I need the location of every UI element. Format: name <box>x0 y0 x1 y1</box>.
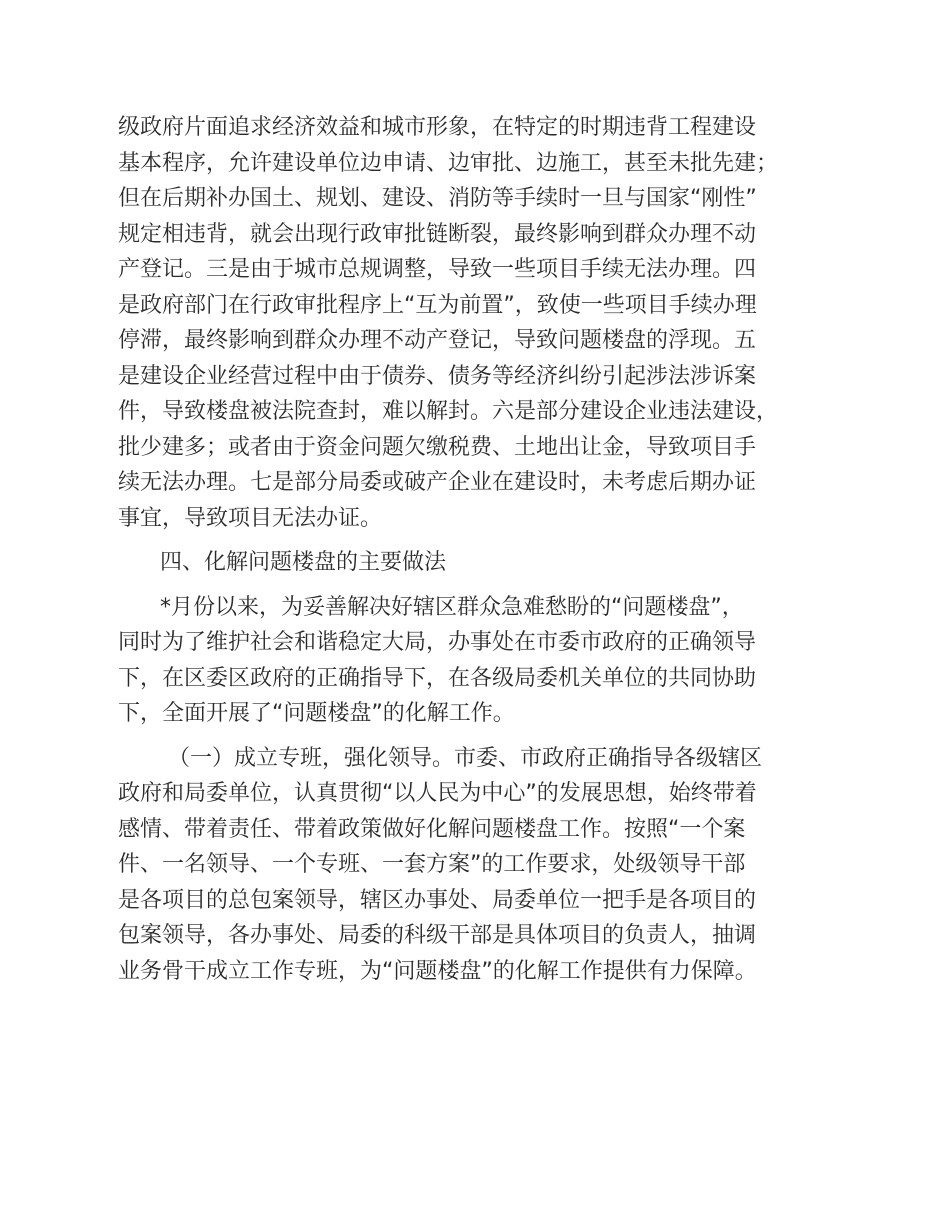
text-line: 下，全面开展了“问题楼盘”的化解工作。 <box>118 701 515 726</box>
text-line: 级政府片面追求经济效益和城市形象，在特定的时期违背工程建设 <box>118 115 757 140</box>
text-line: 但在后期补办国土、规划、建设、消防等手续时一旦与国家“刚性” <box>118 186 757 211</box>
text-line: *月份以来，为妥善解决好辖区群众急难愁盼的“问题楼盘”， <box>160 594 744 620</box>
text-line: 规定相违背，就会出现行政审批链断裂，最终影响到群众办理不动 <box>118 221 757 247</box>
text-line: 事宜，导致项目无法办证。 <box>118 505 383 531</box>
text-line: 停滞，最终影响到群众办理不动产登记，导致问题楼盘的浮现。五 <box>118 328 757 353</box>
paragraph-task-force <box>118 741 858 990</box>
document-body <box>118 110 858 989</box>
text-line: 批少建多；或者由于资金问题欠缴税费、土地出让金，导致项目手 <box>118 434 757 460</box>
text-line: 同时为了维护社会和谐稳定大局，办事处在市委市政府的正确领导 <box>118 630 757 655</box>
heading-text: 四、化解问题楼盘的主要做法 <box>160 550 447 575</box>
text-line: 件、一名领导、一个专班、一套方案”的工作要求，处级领导干部 <box>118 852 746 877</box>
text-line: 基本程序，允许建设单位边申请、边审批、边施工，甚至未批先建； <box>118 150 779 176</box>
text-line: （一）成立专班，强化领导。市委、市政府正确指导各级辖区 <box>168 745 763 771</box>
text-line: 件，导致楼盘被法院查封，难以解封。六是部分建设企业违法建设， <box>118 399 779 424</box>
text-line: 包案领导，各办事处、局委的科级干部是具体项目的负责人，抽调 <box>118 923 757 948</box>
text-line: 是各项目的总包案领导，辖区办事处、局委单位一把手是各项目的 <box>118 887 757 913</box>
text-line: 是政府部门在行政审批程序上“互为前置”，致使一些项目手续办理 <box>118 292 757 318</box>
section-heading-4 <box>118 545 858 581</box>
text-line: 是建设企业经营过程中由于债券、债务等经济纠纷引起涉法涉诉案 <box>118 363 757 389</box>
text-line: 产登记。三是由于城市总规调整，导致一些项目手续无法办理。四 <box>118 257 757 282</box>
text-line: 下，在区委区政府的正确指导下，在各级局委机关单位的共同协助 <box>118 665 757 691</box>
text-line: 政府和局委单位，认真贯彻“以人民为中心”的发展思想，始终带着 <box>118 781 757 806</box>
paragraph-causes <box>118 110 858 536</box>
text-line: 续无法办理。七是部分局委或破产企业在建设时，未考虑后期办证 <box>118 470 757 495</box>
text-line: 业务骨干成立工作专班，为“问题楼盘”的化解工作提供有力保障。 <box>118 958 757 984</box>
paragraph-intro <box>118 590 858 732</box>
text-line: 感情、带着责任、带着政策做好化解问题楼盘工作。按照“一个案 <box>118 816 746 842</box>
